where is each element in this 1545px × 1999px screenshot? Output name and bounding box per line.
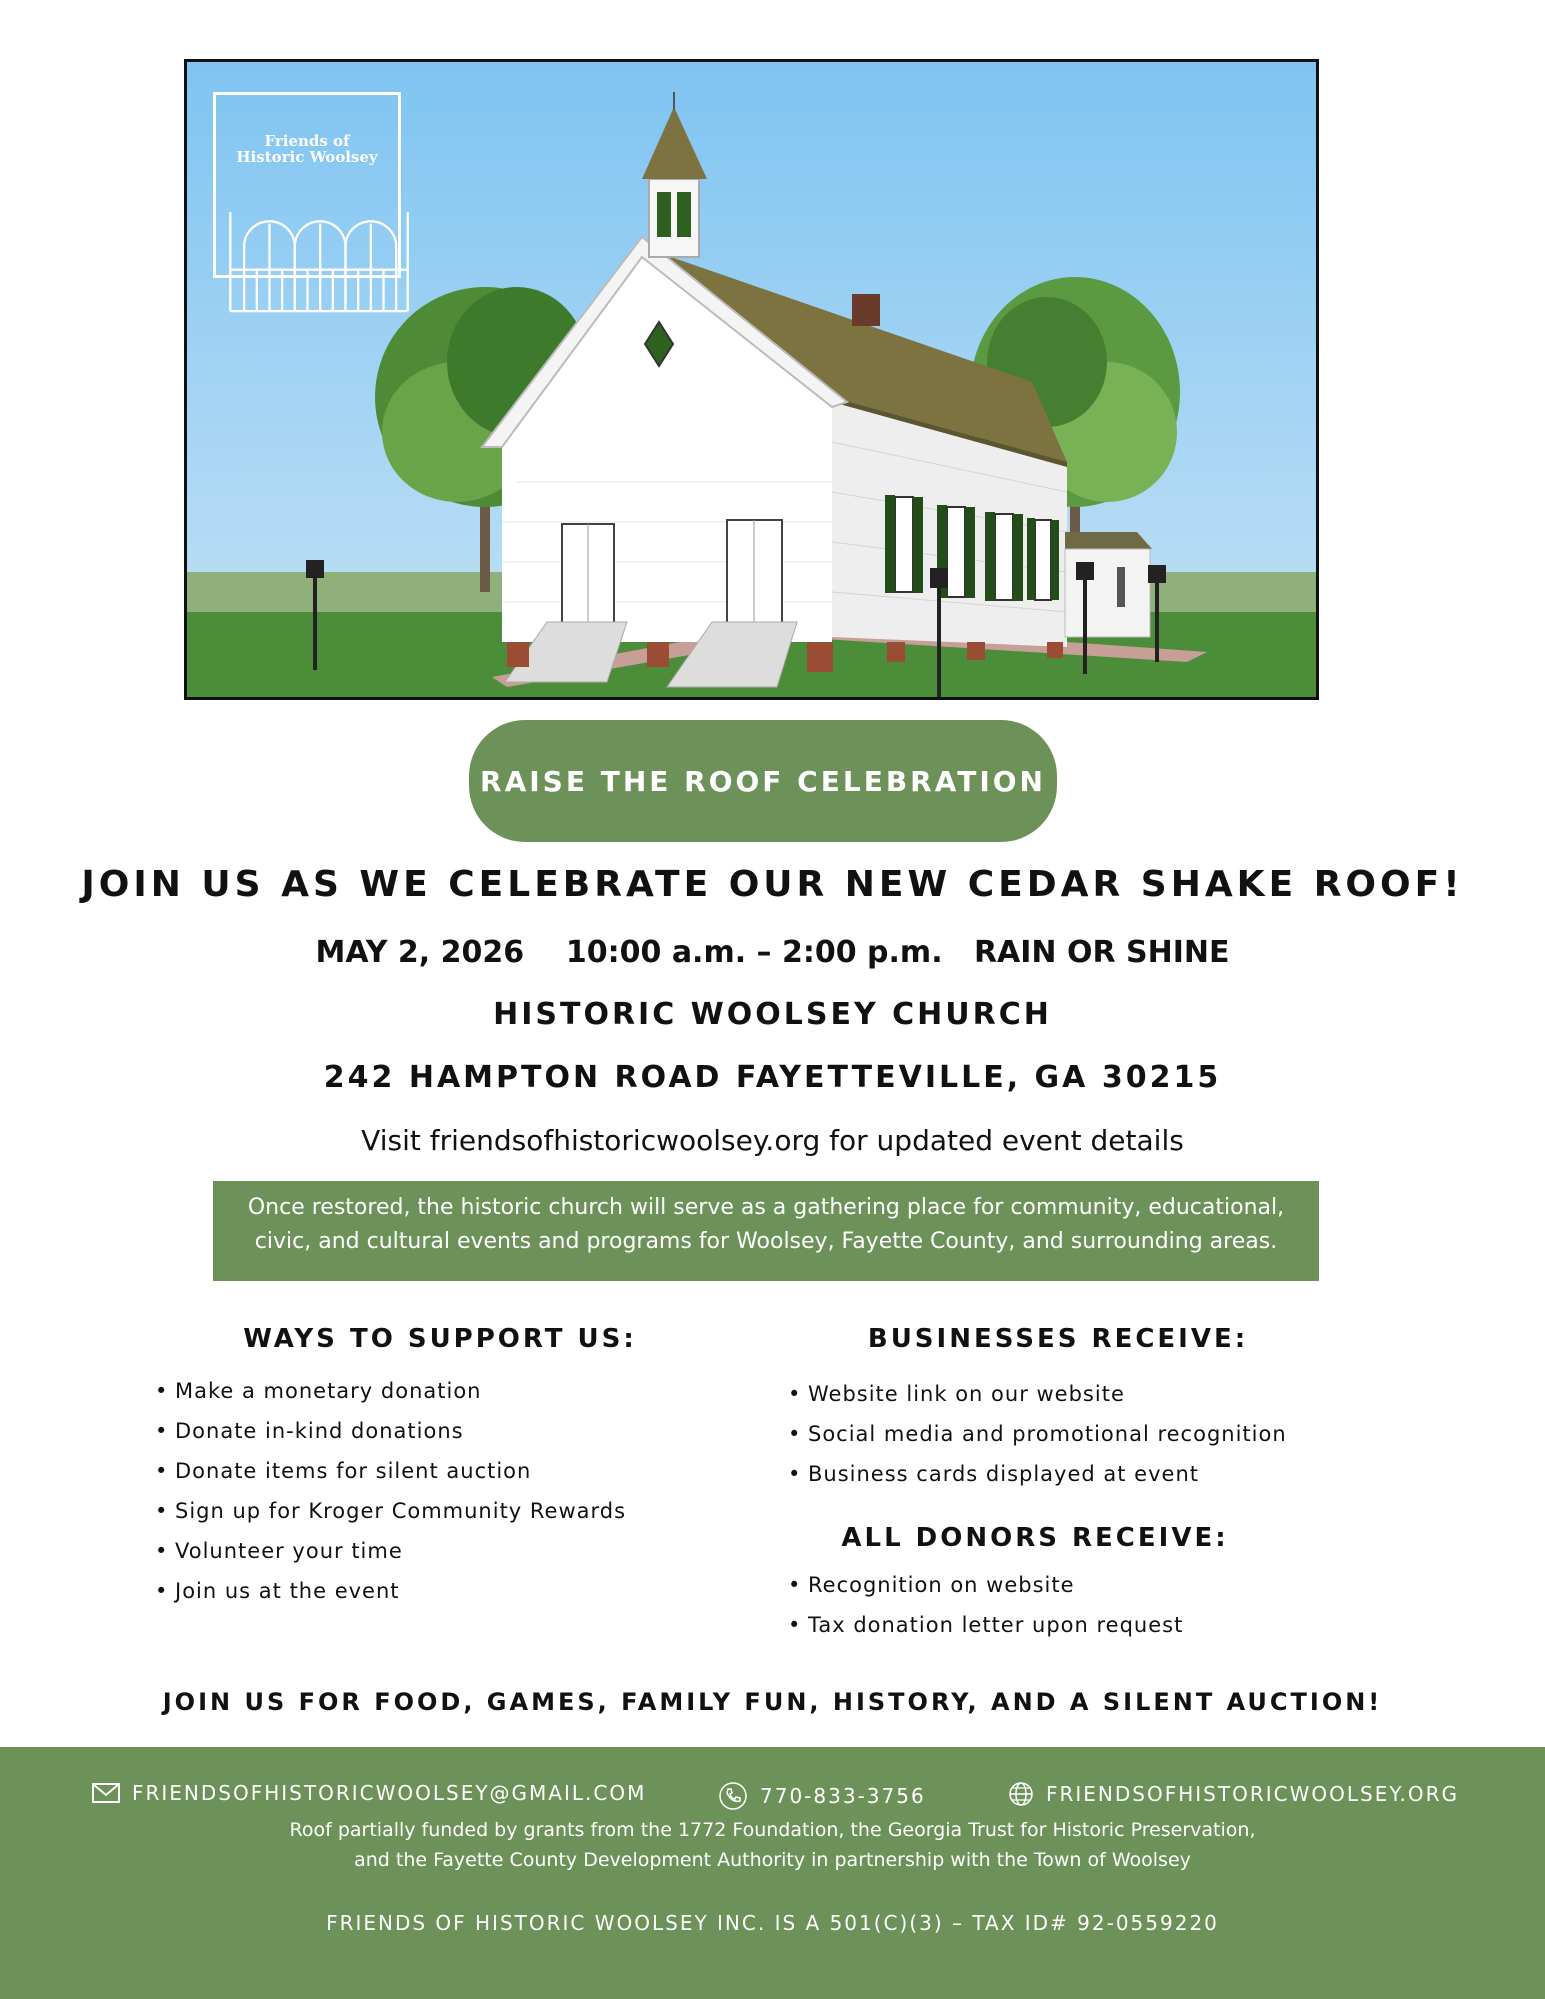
contact-email[interactable] [92,1781,646,1805]
list-item: • Tax donation letter upon request [788,1610,1183,1650]
website-link[interactable]: FRIENDSOFHISTORICWOOLSEY.ORG [1046,1782,1459,1806]
donors-heading: ALL DONORS RECEIVE: [841,1523,1229,1553]
list-item: • Business cards displayed at event [788,1459,1287,1499]
footer [0,1747,1545,1999]
organization-logo [213,92,401,278]
event-address: 242 HAMPTON ROAD FAYETTEVILLE, GA 30215 [323,1060,1222,1095]
event-venue: HISTORIC WOOLSEY CHURCH [493,997,1052,1032]
list-item: • Make a monetary donation [155,1376,626,1416]
arches-logo-icon [228,167,410,347]
headline: JOIN US AS WE CELEBRATE OUR NEW CEDAR SHAKE ROOF! [81,864,1464,905]
businesses-list [788,1379,1287,1499]
event-time: 10:00 a.m. – 2:00 p.m. [565,935,943,970]
visit-website-line: Visit friendsofhistoricwoolsey.org for updated event details [361,1124,1184,1157]
envelope-icon [92,1782,120,1804]
list-item: • Donate in-kind donations [155,1416,626,1456]
contact-website[interactable] [1008,1781,1459,1807]
list-item: • Website link on our website [788,1379,1287,1419]
support-list [155,1376,626,1616]
phone-icon [718,1781,748,1811]
event-title-badge [469,720,1057,842]
mission-statement: Once restored, the historic church will serve as a gathering place for community, educational, civic, and cultural events and programs for Woolsey, Fayette County, and surrounding areas. [213,1181,1319,1281]
globe-icon [1008,1781,1034,1807]
list-item: • Social media and promotional recognition [788,1419,1287,1459]
contact-phone[interactable] [718,1781,926,1811]
event-title: RAISE THE ROOF CELEBRATION [480,764,1046,798]
event-date: MAY 2, 2026 [315,935,525,970]
event-datetime [0,935,1545,970]
logo-text: Friends of Historic Woolsey [236,132,378,166]
phone-number[interactable]: 770-833-3756 [760,1784,926,1808]
list-item: • Recognition on website [788,1570,1183,1610]
list-item: • Volunteer your time [155,1536,626,1576]
donors-list [788,1570,1183,1650]
list-item: • Sign up for Kroger Community Rewards [155,1496,626,1536]
event-weather: RAIN OR SHINE [973,935,1230,970]
support-heading: WAYS TO SUPPORT US: [243,1324,637,1354]
list-item: • Donate items for silent auction [155,1456,626,1496]
church-illustration [184,59,1319,700]
funding-note: Roof partially funded by grants from the 1772 Foundation, the Georgia Trust for Historic Preservation, and the Fayette County Development Authority in partnership with the Town of Woolsey [289,1819,1256,1871]
activities-line: JOIN US FOR FOOD, GAMES, FAMILY FUN, HISTORY, AND A SILENT AUCTION! [162,1688,1383,1716]
email-link[interactable]: FRIENDSOFHISTORICWOOLSEY@GMAIL.COM [132,1781,647,1805]
list-item: • Join us at the event [155,1576,626,1616]
businesses-heading: BUSINESSES RECEIVE: [867,1324,1249,1354]
tax-id-line: FRIENDS OF HISTORIC WOOLSEY INC. IS A 501(C)(3) – TAX ID# 92-0559220 [326,1911,1219,1935]
